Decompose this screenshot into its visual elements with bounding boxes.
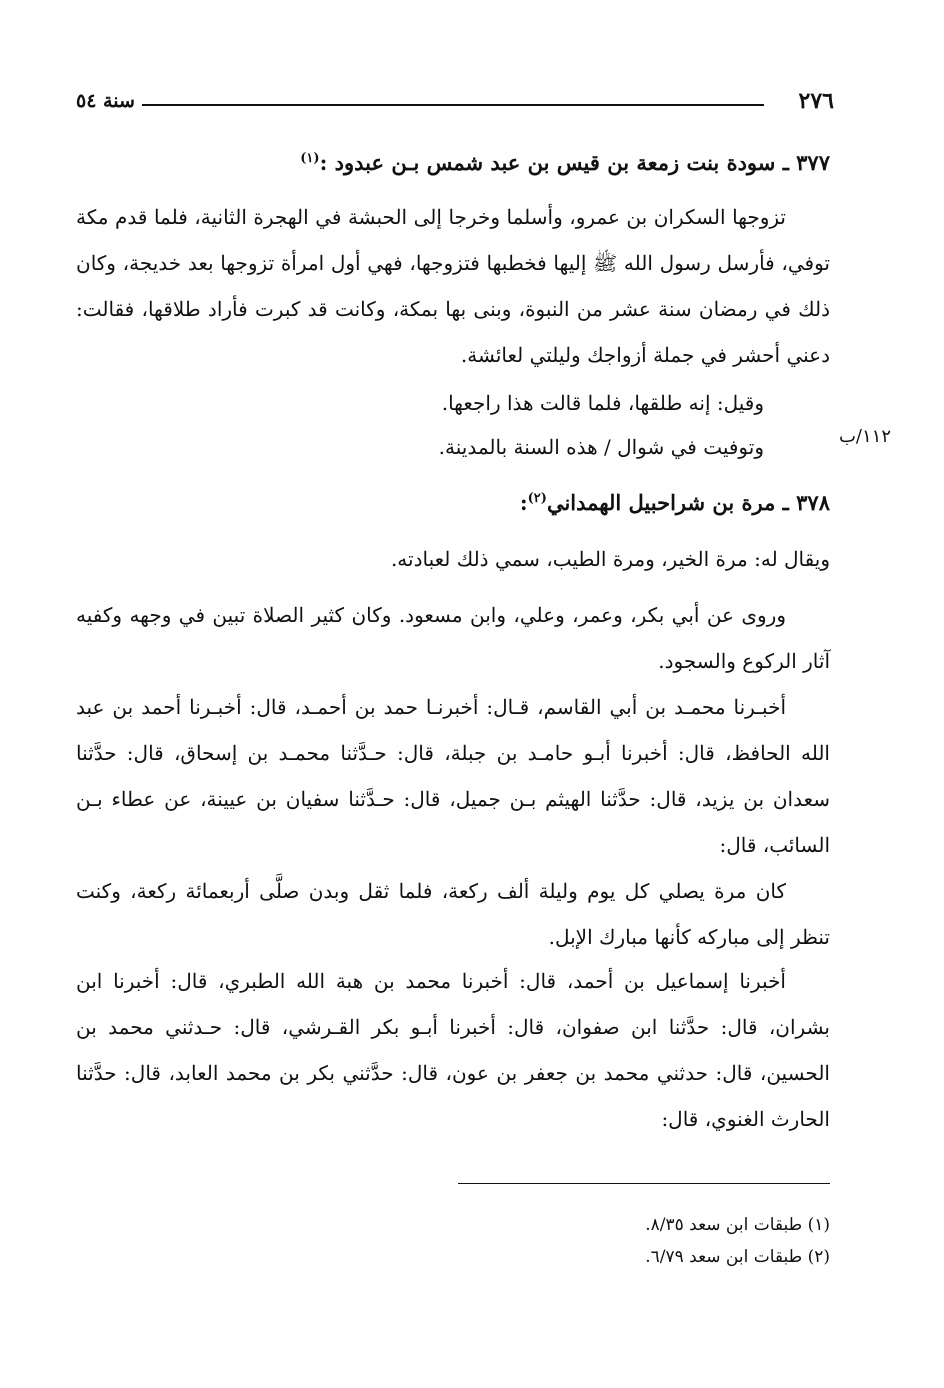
entry-377-title: ٣٧٧ ـ سودة بنت زمعة بن قيس بن عبد شمس بـن عبدود : bbox=[319, 150, 830, 175]
entry-378-heading bbox=[76, 480, 830, 526]
footnote-2: (٢) طبقات ابن سعد ٦/٧٩. bbox=[645, 1247, 830, 1267]
entry-378-paragraph-4: كان مرة يصلي كل يوم وليلة ألف ركعة، فلما ثقل وبدن صلَّى أربعمائة ركعة، وكنت تنظر إلى مباركه كأنها مبارك الإبل. bbox=[76, 879, 830, 949]
entry-377-paragraph-2: وقيل: إنه طلقها، فلما قالت هذا راجعها. bbox=[441, 391, 764, 415]
header-year: سنة ٥٤ bbox=[76, 90, 135, 112]
header-rule bbox=[142, 104, 764, 106]
entry-377-heading bbox=[76, 140, 830, 186]
entry-378-paragraph-5: أخبرنا إسماعيل بن أحمد، قال: أخبرنا محمد بن هبة الله الطبري، قال: أخبرنا ابن بشران، قال: حدَّثنا ابن صفوان، قال: أخبرنا أبـو بكر القـرشي، قال: حـدثني محمد بن الحسين، قال: حدثني محمد بن جعفر بن عون، قال: حدَّثني بكر بن محمد العابد، قال: حدَّثنا الحارث الغنوي، قال: bbox=[76, 969, 830, 1131]
entry-378-title: ٣٧٨ ـ مرة بن شراحبيل الهمداني bbox=[546, 490, 830, 515]
entry-378-paragraph-3: أخبـرنا محمـد بن أبي القاسم، قـال: أخبرنـا حمد بن أحمـد، قال: أخبـرنا أحمد بن عبد الله الحافظ، قال: أخبرنا أبـو حامـد بن جبلة، قال: حـدَّثنا محمـد بن إسحاق، قال: حدَّثنا سعدان بن يزيد، قال: حدَّثنا الهيثم بـن جميل، قال: حـدَّثنا سفيان بن عيينة، عن عطاء بـن السائب، قال: bbox=[76, 695, 830, 857]
entry-378-heading-colon: : bbox=[519, 490, 528, 515]
margin-folio-note: ١١٢/ب bbox=[838, 426, 892, 447]
entry-377-paragraph-1: تزوجها السكران بن عمرو، وأسلما وخرجا إلى الحبشة في الهجرة الثانية، فلما قدم مكة توفي، فأرسل رسول الله ﷺ إليها فخطبها فتزوجها، فهي أول امرأة تزوجها بعد خديجة، وكان ذلك في رمضان سنة عشر من النبوة، وبنى بها بمكة، وكانت قد كبرت فأراد طلاقها، فقالت: دعني أحشر في جملة أزواجك وليلتي لعائشة. bbox=[76, 205, 830, 367]
footnote-rule bbox=[458, 1183, 830, 1184]
footnote-1: (١) طبقات ابن سعد ٨/٣٥. bbox=[645, 1215, 830, 1235]
footnote-ref-1: (١) bbox=[300, 151, 320, 166]
entry-378-paragraph-2: وروى عن أبي بكر، وعمر، وعلي، وابن مسعود. وكان كثير الصلاة تبين في وجهه وكفيه آثار الركوع والسجود. bbox=[76, 603, 830, 673]
entry-378-paragraph-1: ويقال له: مرة الخير، ومرة الطيب، سمي ذلك لعبادته. bbox=[390, 547, 830, 571]
footnote-ref-2: (٢) bbox=[527, 491, 547, 506]
entry-377-paragraph-3: وتوفيت في شوال / هذه السنة بالمدينة. bbox=[438, 435, 764, 459]
page-number: ٢٧٦ bbox=[798, 88, 834, 114]
